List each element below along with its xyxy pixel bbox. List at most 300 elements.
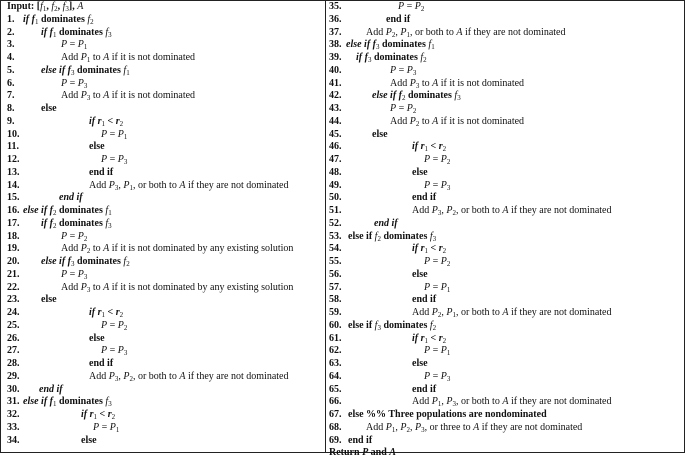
line-number: 50. [329, 192, 342, 204]
line-text [412, 358, 428, 371]
code-token: f [105, 26, 109, 38]
code-token: if they are not dominated [508, 205, 612, 216]
return-statement [329, 447, 396, 460]
subscript: 3 [376, 43, 380, 52]
code-token: dominates [371, 52, 421, 63]
line-text [424, 282, 450, 295]
code-line [1, 27, 324, 40]
subscript: 1 [83, 43, 88, 52]
line-number: 42. [329, 90, 342, 102]
line-text [412, 269, 428, 282]
code-token: Add [89, 179, 109, 191]
code-token: f [123, 256, 127, 267]
code-token: else if [346, 39, 373, 51]
code-token: f [454, 90, 458, 102]
code-token: dominates [56, 205, 106, 216]
code-token: dominates [56, 26, 106, 38]
code-token: f [429, 319, 433, 331]
subscript: 1 [108, 209, 112, 217]
line-text [412, 396, 611, 409]
code-line [1, 39, 324, 52]
code-token: , [395, 26, 401, 38]
subscript: 3 [108, 400, 112, 409]
line-text [412, 294, 436, 307]
code-token: < [97, 409, 108, 420]
line-number: 44. [329, 115, 342, 127]
code-token: f [105, 205, 109, 216]
code-token: P [101, 128, 108, 140]
code-token: f [364, 52, 368, 63]
code-line [326, 231, 684, 244]
code-token: A [103, 90, 110, 102]
line-number: 23. [7, 294, 20, 306]
code-token: , or both to [455, 205, 503, 216]
line-number: 65. [329, 383, 342, 395]
line-text [101, 320, 127, 333]
code-token: = [430, 281, 441, 293]
line-number: 40. [329, 64, 342, 76]
code-token: else if [23, 396, 50, 408]
code-token: A [179, 370, 186, 382]
line-number: 45. [329, 128, 342, 140]
code-token: A [179, 179, 186, 191]
line-text [89, 307, 123, 320]
code-line [1, 103, 324, 116]
code-token: = [107, 128, 118, 140]
code-line [1, 65, 324, 78]
code-token: , [395, 421, 401, 433]
subscript: 1 [431, 43, 435, 52]
subscript: 1 [123, 132, 128, 141]
subscript: 3 [446, 374, 451, 383]
code-line [1, 371, 324, 384]
code-token: A [77, 1, 84, 12]
code-token: P [80, 281, 87, 293]
line-number: 31. [7, 396, 20, 408]
code-line [1, 116, 324, 129]
code-token: dominates [380, 230, 430, 242]
line-text [89, 358, 113, 371]
line-number: 55. [329, 256, 342, 267]
code-token: = [107, 345, 118, 357]
code-line [326, 294, 684, 307]
code-token: , [118, 179, 124, 191]
line-number: 69. [329, 434, 342, 446]
subscript: 1 [115, 425, 120, 434]
subscript: 3 [421, 425, 425, 434]
code-token: f [40, 1, 43, 12]
code-token: dominates [38, 13, 88, 25]
line-number: 25. [7, 319, 20, 331]
code-line [1, 180, 324, 193]
code-token: r [115, 115, 120, 127]
subscript: 2 [54, 5, 58, 13]
code-line [1, 141, 324, 154]
line-text [41, 65, 130, 78]
code-token: end if [59, 192, 83, 204]
subscript: 3 [452, 400, 456, 409]
code-token: A [432, 115, 439, 127]
code-token: P [400, 26, 407, 38]
subscript: 2 [432, 323, 437, 332]
code-token: , [57, 1, 63, 12]
code-token: else [372, 128, 388, 140]
code-token: Add [89, 370, 109, 382]
code-token: end if [412, 294, 437, 306]
line-number: 67. [329, 409, 342, 420]
line-number: 39. [329, 52, 342, 63]
line-number: 27. [7, 345, 20, 357]
line-text [348, 320, 436, 333]
code-token: P [446, 396, 453, 408]
subscript: 1 [406, 30, 410, 39]
line-text [412, 192, 436, 205]
line-number: 24. [7, 307, 20, 318]
code-token: , or both to [455, 307, 503, 318]
code-token: r [107, 409, 112, 420]
code-token: P [406, 64, 413, 76]
code-token: else [412, 358, 428, 369]
subscript: 2 [420, 5, 425, 13]
code-token: and [368, 447, 390, 459]
code-token: if [412, 243, 421, 255]
code-token: if [23, 13, 32, 25]
line-text [390, 103, 416, 116]
code-token: to [419, 115, 433, 127]
line-number: 43. [329, 103, 342, 114]
code-token: P [101, 154, 108, 165]
code-token: if they are not dominated [185, 179, 289, 191]
line-number: 13. [7, 166, 20, 178]
line-text [101, 129, 127, 142]
line-number: 16. [7, 205, 20, 216]
code-token: = [67, 77, 78, 89]
code-line [1, 320, 324, 333]
code-token: = [99, 421, 110, 433]
line-text [372, 90, 461, 103]
code-line [1, 167, 324, 180]
line-number: 52. [329, 217, 342, 229]
subscript: 3 [86, 94, 91, 103]
line-text [424, 345, 450, 358]
line-number: 15. [7, 192, 20, 204]
input-line [1, 1, 324, 14]
code-token: if it is not dominated by any existing solution [109, 281, 294, 293]
line-number: 41. [329, 77, 342, 89]
code-token: = [430, 179, 441, 191]
code-token: P [424, 154, 431, 165]
code-token: P [385, 26, 392, 38]
line-text [348, 409, 547, 422]
line-number: 3. [7, 39, 15, 51]
code-token: = [396, 64, 407, 76]
line-number: 2. [7, 26, 15, 38]
code-token: to [90, 90, 104, 102]
code-token: end if [374, 217, 398, 229]
code-token: = [107, 319, 118, 331]
code-token: , [46, 1, 52, 12]
code-token: A [473, 421, 480, 433]
line-text [348, 231, 436, 244]
code-token: end if [412, 383, 437, 395]
code-token: P [406, 103, 413, 114]
subscript: 1 [452, 311, 456, 319]
code-token: = [404, 1, 415, 12]
subscript: 3 [123, 158, 128, 166]
code-token: P [61, 39, 68, 51]
code-line [1, 384, 324, 397]
subscript: 2 [412, 107, 417, 115]
line-text [390, 116, 524, 129]
subscript: 2 [423, 56, 427, 64]
code-line [1, 52, 324, 65]
line-text [93, 422, 119, 435]
code-token: P [80, 90, 87, 102]
code-token: to [90, 281, 104, 293]
code-line [1, 129, 324, 142]
code-token: P [61, 268, 68, 280]
code-line [1, 282, 324, 295]
subscript: 2 [446, 260, 451, 268]
code-token: dominates [380, 319, 430, 331]
code-token: , [118, 370, 124, 382]
line-text [41, 103, 57, 116]
subscript: 1 [446, 349, 451, 358]
code-token: if they are not dominated [508, 307, 612, 318]
code-token: = [430, 256, 441, 267]
code-token: end if [89, 358, 114, 369]
code-token: P [440, 345, 447, 357]
code-line [326, 333, 684, 346]
code-token: dominates [405, 90, 455, 102]
code-line [326, 205, 684, 218]
line-text [366, 422, 582, 435]
code-line [1, 231, 324, 244]
subscript: 2 [123, 323, 128, 332]
code-token: Return [329, 447, 363, 459]
code-token: P [424, 256, 431, 267]
line-text [386, 14, 410, 27]
line-number: 57. [329, 281, 342, 293]
code-token: Input: [ [7, 1, 41, 12]
code-token: r [97, 307, 102, 318]
line-number: 1. [7, 13, 15, 25]
code-token: , [441, 396, 447, 408]
line-number: 21. [7, 268, 20, 280]
line-text [101, 345, 127, 358]
code-line [326, 256, 684, 269]
code-line [326, 1, 684, 14]
code-token: Add [61, 90, 81, 102]
code-line [1, 307, 324, 320]
code-line [326, 269, 684, 282]
subscript: 2 [377, 234, 381, 243]
code-token: if it is not dominated [438, 77, 525, 89]
code-token: f [105, 396, 109, 408]
code-line [326, 103, 684, 116]
line-text [89, 141, 105, 154]
code-token: , or both to [132, 179, 180, 191]
code-line [1, 256, 324, 269]
code-token: else [89, 141, 105, 153]
code-token: P [424, 281, 431, 293]
code-line [326, 371, 684, 384]
line-number: 35. [329, 1, 342, 12]
line-text [61, 282, 293, 295]
code-token: ], [68, 1, 78, 12]
code-line [326, 141, 684, 154]
code-token: < [428, 243, 439, 255]
line-number: 5. [7, 64, 15, 76]
subscript: 1 [126, 68, 130, 77]
subscript: 3 [108, 221, 112, 230]
line-number: 8. [7, 103, 15, 114]
code-line [326, 384, 684, 397]
code-token: P [440, 370, 447, 382]
code-token: , or both to [409, 26, 457, 38]
code-token: f [123, 64, 127, 76]
code-token: P [390, 103, 397, 114]
subscript: 3 [457, 94, 461, 103]
subscript: 2 [83, 234, 88, 243]
line-number: 10. [7, 128, 20, 140]
subscript: 3 [71, 68, 75, 77]
code-token: P [108, 179, 115, 191]
line-text [356, 52, 427, 65]
code-token: P [440, 256, 447, 267]
code-line [326, 345, 684, 358]
line-text [372, 129, 388, 142]
code-token: P [362, 447, 369, 459]
line-text [61, 243, 293, 256]
line-text [41, 294, 57, 307]
code-token: f [49, 205, 53, 216]
line-number: 20. [7, 256, 20, 267]
code-token: = [430, 370, 441, 382]
code-token: = [67, 39, 78, 51]
line-text [424, 180, 450, 193]
return-line [326, 447, 684, 460]
code-token: if [412, 332, 421, 344]
line-text [61, 90, 195, 103]
code-token: f [67, 256, 71, 267]
code-token: f [429, 230, 433, 242]
code-token: = [396, 103, 407, 114]
line-text [23, 205, 112, 218]
code-line [326, 154, 684, 167]
subscript: 2 [437, 311, 442, 319]
line-number: 68. [329, 421, 342, 433]
code-token: r [89, 409, 94, 420]
code-token: f [428, 39, 432, 51]
code-token: if [89, 307, 98, 318]
code-token: P [123, 370, 130, 382]
code-line [326, 307, 684, 320]
code-token: P [117, 128, 124, 140]
code-token: < [428, 332, 439, 344]
code-token: f [51, 1, 55, 12]
code-line [1, 192, 324, 205]
code-token: A [502, 307, 509, 318]
code-token: P [409, 115, 416, 127]
line-text [398, 1, 424, 14]
line-number: 38. [329, 39, 342, 51]
code-token: else [89, 332, 105, 344]
line-text [89, 371, 288, 384]
code-token: P [109, 421, 116, 433]
line-text [390, 65, 416, 78]
line-text [81, 435, 97, 448]
subscript: 2 [52, 221, 57, 230]
subscript: 2 [452, 209, 456, 217]
line-text [412, 333, 446, 346]
code-token: Add [390, 77, 410, 89]
line-number: 33. [7, 421, 20, 433]
subscript: 1 [391, 425, 396, 434]
subscript: 2 [111, 413, 116, 421]
line-text [374, 218, 398, 231]
subscript: 2 [406, 425, 410, 434]
line-text [61, 39, 87, 52]
line-text [412, 307, 611, 320]
code-line [326, 358, 684, 371]
subscript: 1 [34, 17, 39, 26]
code-token: < [105, 115, 116, 127]
code-token: Add [366, 26, 386, 38]
code-token: dominates [74, 64, 124, 76]
line-number: 62. [329, 345, 342, 357]
code-line [1, 205, 324, 218]
line-number: 54. [329, 243, 342, 255]
code-token: else [41, 103, 57, 114]
subscript: 1 [53, 400, 57, 409]
code-token: P [440, 281, 447, 293]
code-token: P [77, 268, 84, 280]
code-token: dominates [379, 39, 429, 51]
code-token: A [456, 26, 463, 38]
subscript: 3 [415, 81, 420, 90]
line-number: 29. [7, 370, 20, 382]
code-token: P [414, 421, 422, 433]
code-token: P [101, 319, 108, 331]
code-token: f [49, 217, 53, 229]
code-token: P [446, 307, 453, 318]
code-token: Add [61, 52, 81, 63]
line-number: 56. [329, 268, 342, 280]
subscript: 2 [442, 336, 447, 345]
line-text [89, 333, 105, 346]
code-token: P [61, 77, 68, 89]
line-text [61, 78, 87, 91]
line-number: 32. [7, 409, 20, 420]
code-token: P [440, 179, 447, 191]
line-number: 46. [329, 141, 342, 153]
line-number: 58. [329, 294, 342, 306]
line-number: 18. [7, 230, 20, 242]
code-token: P [431, 205, 438, 216]
code-line [326, 320, 684, 333]
code-token: to [90, 243, 104, 255]
line-text [348, 435, 372, 448]
subscript: 3 [108, 30, 112, 39]
line-text [39, 384, 63, 397]
code-token: else [412, 166, 428, 178]
code-token: r [97, 115, 102, 127]
line-number: 59. [329, 307, 342, 318]
code-token: P [385, 421, 392, 433]
code-line [326, 192, 684, 205]
code-token: P [61, 230, 68, 242]
